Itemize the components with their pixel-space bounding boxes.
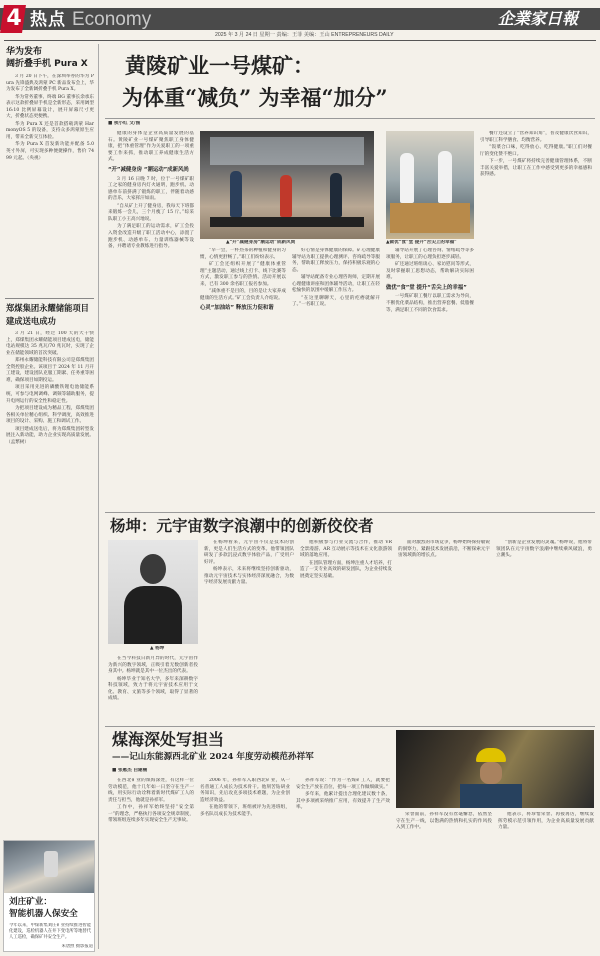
lead-p: 好心情是身体健康的保障。矿心理健康辅导站为职工提供心理测评、咨询疏导等服务，帮助职工释放压力，保持积极乐观的心态。 — [292, 248, 380, 273]
feature-top-rule — [105, 512, 595, 513]
left-rule-1 — [5, 298, 94, 299]
lead-subhead3: 做优“食”堂 提升“舌尖上的幸福” — [386, 284, 467, 291]
feature-photo — [108, 540, 198, 644]
feature-col-e — [496, 540, 592, 720]
bottom-p: 工作中，孙祥军始终坚持“安全第一”的理念，严格执行各项安全规章制度，带领班组连续多年实现安全生产无事故。 — [108, 805, 194, 824]
page-number: 4 — [6, 6, 22, 31]
promo-credit: 朱唐煦 摄影报道 — [61, 944, 93, 949]
lead-photo-gym — [200, 131, 374, 239]
bottom-col-b — [200, 778, 290, 950]
lead-p: 一号煤矿职工餐厅以职工需求为导向，不断优化菜品结构，推出营养套餐、低脂餐等，满足职工不同的饮食需求。 — [386, 294, 474, 313]
feature-p: “创新是企业发展的灵魂。”杨坤说，他将带领团队在元宇宙数字浪潮中继续乘风破浪，勇立潮头。 — [496, 540, 592, 559]
feature-col-d — [398, 540, 490, 720]
lead-col4 — [386, 248, 474, 508]
bottom-col-c — [296, 778, 390, 950]
bottom-col-d — [396, 812, 492, 950]
lead-byline: ■ 侯小红 文/图 — [108, 121, 141, 126]
bottom-p: 荣誉面前，孙祥军没有丝毫懈怠，依然坚守在生产一线，以饱满的热情和扎实的作风投入到工作中。 — [396, 812, 492, 831]
article1-p: 华为 Pura X 还是首款搭载鸿蒙 HarmonyOS 5 的设备，支持众多鸿蒙原生应用，带来全新交互体验。 — [6, 121, 94, 140]
miner-face — [480, 762, 502, 784]
article2-p: 郑州永耀储能科技有限公司是郑煤集团全资控股企业。该项目于 2024 年 11 月开工建设，建设团队克服工期紧、任务重等困难，确保项目如期投运。 — [6, 358, 94, 383]
article2-title-line1: 郑煤集团永耀储能项目 — [6, 303, 89, 313]
article1-p: 3 月 20 日下午，在深圳举办的华为 Pura 先锋盛典及鸿蒙 PC 新品发布会上，华为发布了全新阔折叠手机 Pura X。 — [6, 74, 94, 93]
feature-p: 在团队管理方面，杨坤注重人才培养，打造了一支专业高效的研发团队，为企业持续发展奠定坚实基础。 — [300, 560, 392, 579]
bottom-title: 煤海深处写担当 — [112, 730, 225, 749]
bottom-p: 他表示，将珍惜荣誉、再接再厉，继续发挥劳模示范引领作用，为企业高质量发展贡献力量。 — [498, 812, 594, 831]
article1-p: 华为常务董事、终端 BG 董事长余承东表示这款折叠屏手机是全新形态，采用阔型 16:10 比例屏幕设计，展开屏幕尺寸更大，折叠状态更便携。 — [6, 94, 94, 120]
feature-p: 杨坤毕业于知名大学，多年来深耕数字科技领域，致力于将元宇宙技术应用于文化、教育、文旅等多个领域，取得了显著的成绩。 — [108, 676, 198, 702]
miner-body — [460, 784, 522, 808]
article1-p: 华为 Pura X 首发新功能并配备 5.0 英寸外屏，可实现多种便捷操作，售价 7499 元起。（央视） — [6, 142, 94, 161]
lead-p: “自从矿上开了健身房，我每天下班都来锻炼一会儿，三个月瘦了 15 斤。”综采队职工小王高兴地说。 — [108, 203, 194, 222]
feature-p: 他积极参与行业交流与合作，推动 VR 全景漫游、AR 互动展示等技术在文化旅游领域的落地应用。 — [300, 540, 392, 559]
gym-person — [230, 171, 242, 217]
lead-p: “在这里聊聊天，心里的疙瘩就解开了。”一名职工说。 — [292, 295, 380, 308]
food-counter — [390, 203, 470, 233]
article2-p: 3 月 21 日，经过 100 天的大干快上，郑煤集团永耀储能项目建成送电，储能电站规模达 35 兆瓦/70 兆瓦时，实现了企业在储能领域的首次突破。 — [6, 331, 94, 356]
lead-intro: 健康的身体是企业高质量发展的基石。黄陵矿业一号煤矿聚焦职工身体健康，把“体重管理”作为关爱职工的一项重要工作来抓，推动职工养成健康生活方式。 — [108, 131, 194, 163]
lead-subhead1: “开”减健身房 “潮运动”成新风尚 — [108, 166, 189, 173]
article2-body — [6, 331, 94, 836]
bottom-subtitle: ——记山东能源西北矿业 2024 年度劳动模范孙祥军 — [112, 752, 314, 762]
section-title-cn: 热点 — [30, 10, 66, 30]
article2-title-line2: 建成送电成功 — [6, 316, 56, 326]
gym-person — [280, 175, 292, 217]
article2-p: 项目建成送电后，将为郑煤集团转型发展注入新动能，助力企业实现高质量发展。（孟繁树） — [6, 426, 94, 445]
section-title-en: Economy — [72, 9, 152, 30]
article1-title-line2: 阔折叠手机 Pura X — [6, 59, 88, 69]
lead-p: 矿还通过班组谈心、家访慰问等形式，及时掌握职工思想动态，帮助解决实际困难。 — [386, 261, 474, 281]
lead-p: 辅导站开展了心理咨询、情绪疏导等多项服务，让职工的心理负担逐步减轻。 — [386, 248, 474, 260]
lead-p: “减体重不是目的，目的是让大家养成健康的生活方式。”矿工会负责人介绍说。 — [200, 289, 286, 301]
gym-window — [210, 137, 364, 165]
left-col-divider — [98, 44, 99, 949]
miner-helmet — [476, 748, 506, 762]
portrait-body — [124, 586, 182, 644]
lead-title-line1: 黄陵矿业一号煤矿： — [125, 53, 314, 78]
promo-caption: 今年以来，中煤新集刘庄矿业持续推进智能化建设，巡检机器人在井下变电所等地替代人工巡检，确保矿井安全生产。 — [9, 923, 91, 940]
lead-col2 — [200, 248, 286, 508]
bottom-p: 在西北矿业的煤海深处，有这样一位劳动模范，他十几年如一日坚守在生产一线，用实际行动诠释着新时代煤矿工人的责任与担当，他就是孙祥军。 — [108, 778, 194, 803]
feature-p: 杨坤表示，未来将继续坚持创新驱动，推动元宇宙技术与实体经济深度融合，为数字经济发展贡献力量。 — [204, 567, 294, 586]
lead-title-line2: 为体重“减负” 为幸福“加分” — [122, 85, 388, 110]
canteen-worker — [400, 153, 414, 203]
canteen-worker — [438, 151, 452, 203]
lead-p: 辅导站配备专业心理咨询师，定期开展心理健康讲座和团体辅导活动，让职工在轻松愉快的氛围中缓解工作压力。 — [292, 275, 380, 294]
lead-title-rule — [105, 118, 595, 119]
bottom-top-rule — [105, 726, 595, 727]
paper-name: 企業家日報 — [498, 9, 579, 28]
article1-body — [6, 74, 94, 294]
lead-p: 3 月 16 日晚 7 时，位于一号煤矿职工之家的健身房内灯火通明，跑步机、动感单车前挤满了锻炼的职工，伴随着动感的音乐，大家挥汗如雨。 — [108, 176, 194, 202]
masthead — [0, 0, 600, 42]
lead-col5 — [480, 131, 592, 508]
promo-title-line2: 智能机器人保安全 — [9, 909, 78, 919]
lead-col3 — [292, 248, 380, 508]
bottom-p: 2006 年，孙祥军入职西北矿业，从一名普通工人成长为技术骨干。他刻苦钻研业务知识，先后攻克多项技术难题，为企业创造经济效益。 — [200, 778, 290, 803]
feature-photo-caption: ▲ 杨坤 — [150, 646, 165, 651]
robot-figure — [44, 851, 58, 877]
promo-title-line1: 刘庄矿业： — [9, 897, 52, 907]
lead-p: “饭菜合口味，吃得放心、吃得健康。”职工们对餐厅的变化赞不绝口。 — [480, 144, 592, 157]
portrait-head — [140, 554, 166, 584]
feature-p: 在杨坤看来，元宇宙不仅是技术的创新，更是人们生活方式的变革。他带领团队研发了多款沉浸式数字体验产品，广受用户好评。 — [204, 540, 294, 565]
promo-photo — [4, 841, 94, 893]
masthead-rule — [4, 40, 596, 41]
lead-p: 矿工会还组织开展了“健康体重管理”主题活动，通过线上打卡、线下比赛等方式，激发职工参与的热情。活动开展以来，已有 300 余名职工报名参加。 — [200, 261, 286, 287]
bottom-byline: ■ 张惠杰 白建楠 — [112, 768, 148, 773]
feature-p: 面对激烈的市场竞争，杨坤始终保持敏锐的洞察力，紧跟技术发展前沿，不断探索元宇宙领域新的增长点。 — [398, 540, 490, 559]
lead-p: 为了满足职工的运动需求，矿工会投入资金改造升级了职工活动中心，添置了跑步机、动感单车、力量训练器械等设备，并聘请专业教练进行指导。 — [108, 224, 194, 250]
article2-p: 项目采用先进的磷酸铁锂电池储能系统，可参与电网调峰、调频等辅助服务，提升电网运行的安全性和稳定性。 — [6, 385, 94, 404]
lead-caption-gym: ▲“开”减健身房“潮运动”成新风尚 — [226, 240, 296, 245]
lead-caption-canteen: ▲做优“食”堂 提升“舌尖上的幸福” — [386, 240, 457, 245]
lead-photo-canteen — [386, 131, 474, 239]
bottom-col-a — [108, 778, 194, 950]
feature-col-b — [204, 540, 294, 720]
article1-title-line1: 华为发布 — [6, 47, 43, 57]
feature-col-a — [108, 656, 198, 721]
lead-subhead2: 心灵“加油站” 释放压力促和谐 — [200, 305, 274, 312]
bottom-p: 多年来，他累计提出合理化建议数十条，其中多项被采纳推广应用，有效提升了生产效率。 — [296, 791, 390, 811]
feature-p: 在当今科技日新月异的时代，元宇宙作为新兴的数字领域，正吸引着无数创新者投身其中。杨坤就是其中一位杰出的代表。 — [108, 656, 198, 675]
lead-p: 餐厅还设立了“营养知识角”，普及健康饮食知识，引导职工科学膳食、均衡营养。 — [480, 131, 592, 143]
bottom-col-e — [498, 812, 594, 950]
lead-p: “早一会，一杯热茶的种植和健身的习惯，心情更舒畅了。”职工们纷纷表示。 — [200, 248, 286, 260]
feature-title: 杨坤：元宇宙数字浪潮中的创新佼佼者 — [110, 516, 374, 535]
bottom-p: 在他的带领下，班组被评为先进班组，多名队员成长为技术能手。 — [200, 805, 290, 817]
lead-col1 — [108, 131, 194, 531]
bottom-photo — [396, 730, 594, 808]
lead-p: 下一步，一号煤矿将持续完善健康管理体系，不断丰富关爱举措，让职工在工作中感受到更多的幸福感和获得感。 — [480, 158, 592, 178]
treadmill-row — [210, 217, 364, 227]
promo-box — [3, 840, 95, 952]
date-line: 2025 年 3 月 24 日 星期一 责编：王菲 美编：王山 ENTREPRENEURS DAILY — [215, 32, 394, 38]
article2-p: 为把项目建设成为精品工程，郑煤集团各相关单位精心组织、科学调度，高效推进项目的设计、采购、施工和调试工作。 — [6, 405, 94, 425]
gym-person — [330, 173, 342, 217]
feature-col-c — [300, 540, 392, 720]
bottom-p: 孙祥军说：“作为一名煤矿工人，就要把安全生产放在首位，把每一项工作做细做实。” — [296, 778, 390, 790]
